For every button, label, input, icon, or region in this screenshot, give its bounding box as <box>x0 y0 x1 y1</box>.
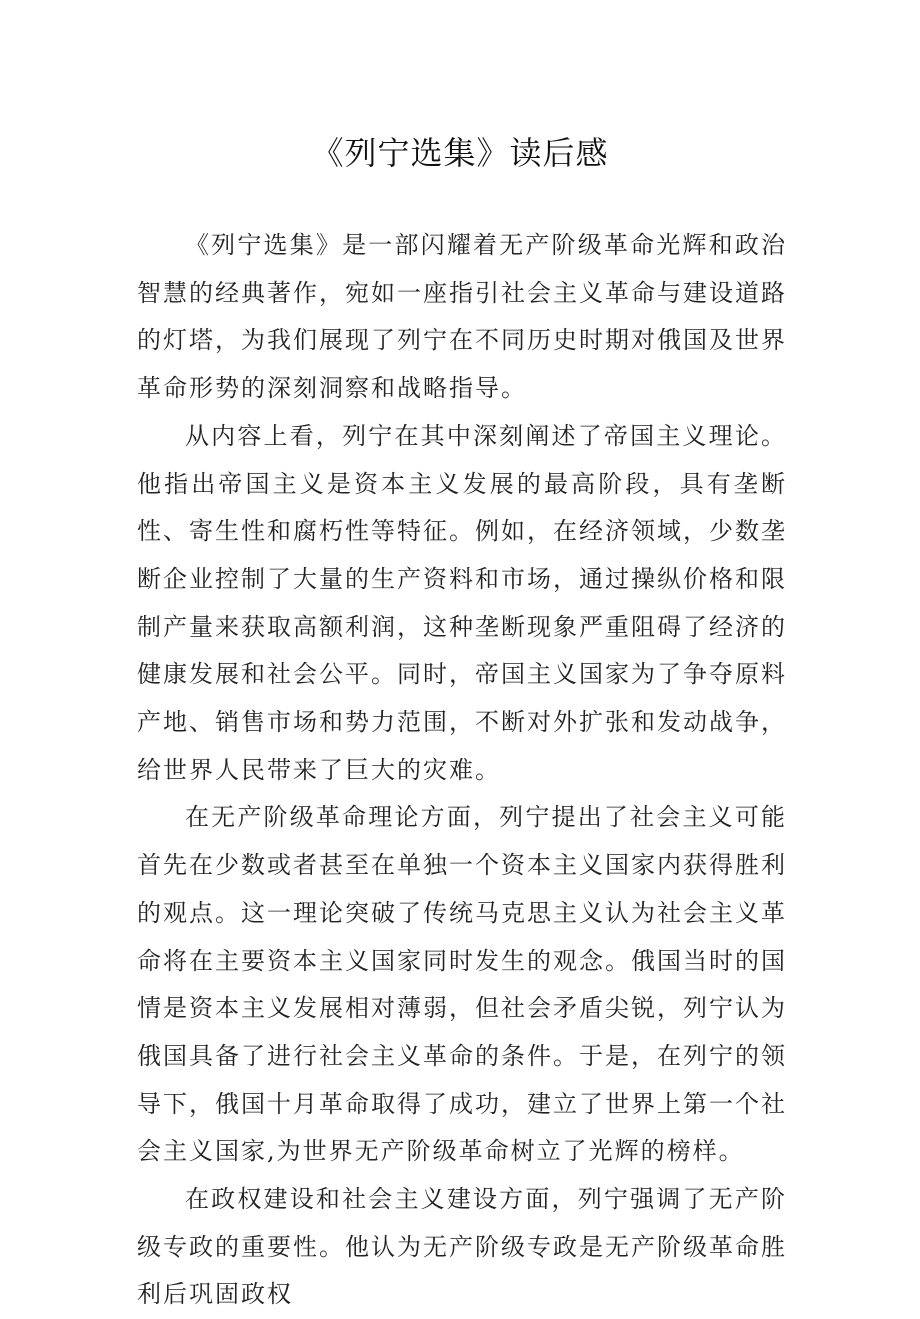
document-title: 《列宁选集》读后感 <box>311 134 609 172</box>
paragraph-1: 《列宁选集》是一部闪耀着无产阶级革命光辉和政治智慧的经典著作，宛如一座指引社会主义革命与建设道路的灯塔，为我们展现了列宁在不同历史时期对俄国及世界革命形势的深刻洞察和战略指导。 <box>137 231 787 403</box>
document-body <box>137 222 787 1319</box>
paragraph-2: 从内容上看，列宁在其中深刻阐述了帝国主义理论。他指出帝国主义是资本主义发展的最高阶段，具有垄断性、寄生性和腐朽性等特征。例如，在经济领域，少数垄断企业控制了大量的生产资料和市场，通过操纵价格和限制产量来获取高额利润，这种垄断现象严重阻碍了经济的健康发展和社会公平。同时，帝国主义国家为了争夺原料产地、销售市场和势力范围，不断对外扩张和发动战争，给世界人民带来了巨大的灾难。 <box>137 421 787 784</box>
paragraph-3: 在无产阶级革命理论方面，列宁提出了社会主义可能首先在少数或者甚至在单独一个资本主义国家内获得胜利的观点。这一理论突破了传统马克思主义认为社会主义革命将在主要资本主义国家同时发生的观念。俄国当时的国情是资本主义发展相对薄弱，但社会矛盾尖锐，列宁认为俄国具备了进行社会主义革命的条件。于是，在列宁的领导下，俄国十月革命取得了成功，建立了世界上第一个社会主义国家,为世界无产阶级革命树立了光辉的榜样。 <box>137 803 787 1166</box>
paragraph-4: 在政权建设和社会主义建设方面，列宁强调了无产阶级专政的重要性。他认为无产阶级专政是无产阶级革命胜利后巩固政权 <box>137 1185 787 1309</box>
